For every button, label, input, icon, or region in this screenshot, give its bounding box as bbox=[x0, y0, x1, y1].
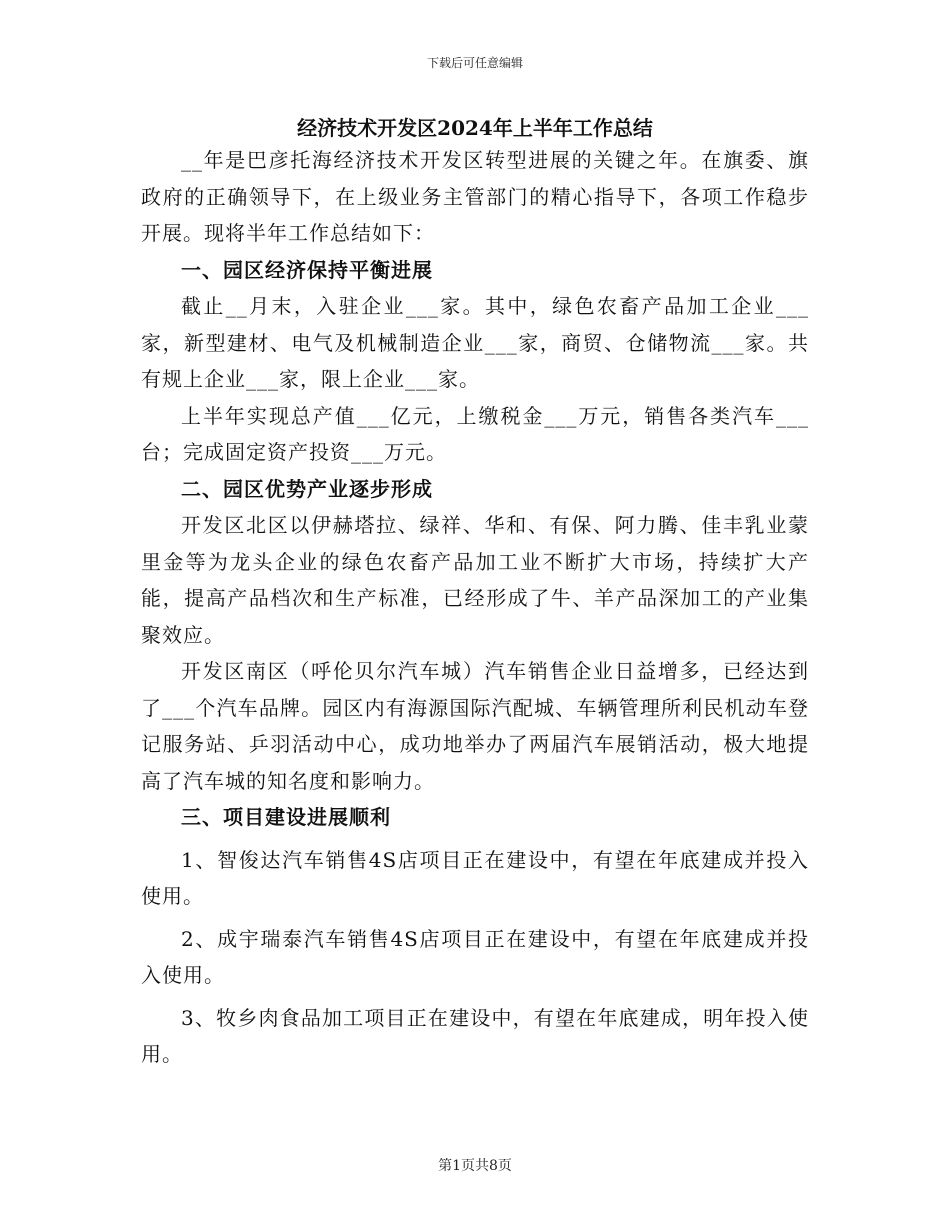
page-indicator: 第1页共8页 bbox=[438, 1158, 512, 1174]
section-heading-2: 二、园区优势产业逐步形成 bbox=[181, 476, 433, 501]
section-3-item-1: 1、智俊达汽车销售4S店项目正在建设中，有望在年底建成并投入使用。 bbox=[141, 847, 809, 908]
section-3-item-2: 2、成宇瑞泰汽车销售4S店项目正在建设中，有望在年底建成并投入使用。 bbox=[141, 926, 809, 987]
section-3-item-3: 3、牧乡肉食品加工项目正在建设中，有望在年底建成，明年投入使用。 bbox=[141, 1005, 809, 1066]
section-1-paragraph-1: 截止__月末，入驻企业___家。其中，绿色农畜产品加工企业___家，新型建材、电气及机械制造企业___家，商贸、仓储物流___家。共有规上企业___家，限上企业___家。 bbox=[141, 294, 809, 391]
document-title: 经济技术开发区2024年上半年工作总结 bbox=[297, 116, 653, 140]
section-1-paragraph-2: 上半年实现总产值___亿元，上缴税金___万元，销售各类汽车___台；完成固定资产投资___万元。 bbox=[141, 403, 809, 464]
download-note: 下载后可任意编辑 bbox=[426, 56, 523, 70]
section-2-paragraph-2: 开发区南区（呼伦贝尔汽车城）汽车销售企业日益增多，已经达到了___个汽车品牌。园区内有海源国际汽配城、车辆管理所利民机动车登记服务站、乒羽活动中心，成功地举办了两届汽车展销活动，极大地提高了汽车城的知名度和影响力。 bbox=[141, 659, 809, 793]
section-2-paragraph-1: 开发区北区以伊赫塔拉、绿祥、华和、有保、阿力腾、佳丰乳业蒙里金等为龙头企业的绿色农畜产品加工业不断扩大市场，持续扩大产能，提高产品档次和生产标准，已经形成了牛、羊产品深加工的产业集聚效应。 bbox=[141, 513, 809, 647]
section-heading-1: 一、园区经济保持平衡进展 bbox=[181, 257, 433, 282]
intro-paragraph: __年是巴彦托海经济技术开发区转型进展的关键之年。在旗委、旗政府的正确领导下，在上级业务主管部门的精心指导下，各项工作稳步开展。现将半年工作总结如下： bbox=[141, 148, 809, 245]
section-heading-3: 三、项目建设进展顺利 bbox=[181, 805, 391, 829]
document-body bbox=[141, 142, 809, 1073]
